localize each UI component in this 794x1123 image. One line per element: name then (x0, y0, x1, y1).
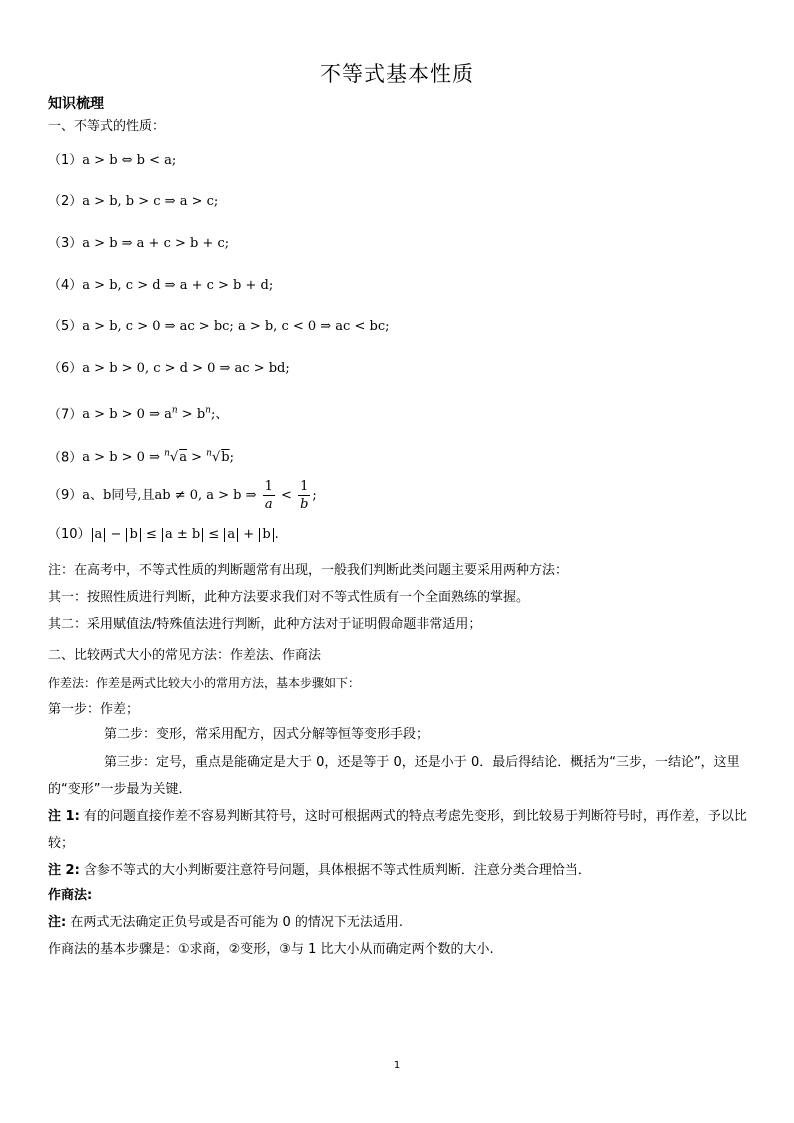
property-2: （2）a > b, b > c ⇒ a > c; (48, 194, 219, 209)
property-10: （10） a − b ≤ a ± b ≤ a + b . (48, 527, 279, 542)
diff-method-intro: 作差法：作差是两式比较大小的常用方法，基本步骤如下： (48, 676, 361, 690)
property-4: （4）a > b, c > d ⇒ a + c > b + d; (48, 278, 274, 293)
page-title: 不等式基本性质 (320, 62, 474, 86)
step-1: 第一步：作差； (48, 702, 140, 717)
property-9: （9）a、b同号,且ab ≠ 0, a > b ⇒ $\frac{1}{a}$ < $\frac{1}{b}$ ; (48, 479, 317, 512)
quotient-heading: 作商法: (48, 888, 93, 903)
property-6: （6）a > b > 0, c > d > 0 ⇒ ac > bd; (48, 361, 290, 376)
property-5: （5）a > b, c > 0 ⇒ ac > bc; a > b, c < 0 ⇒ ac < bc; (48, 319, 390, 334)
note-2: 注 2: 含参不等式的大小判断要注意符号问题，具体根据不等式性质判断．注意分类合理恰当． (48, 863, 591, 878)
page-number: 1 (393, 1060, 401, 1071)
method-1: 其一：按照性质进行判断，此种方法要求我们对不等式性质有一个全面熟练的掌握。 (48, 590, 530, 605)
property-3: （3）a > b ⇒ a + c > b + c; (48, 236, 230, 251)
note-3: 注: 在两式无法确定正负号或是否可能为 0 的情况下无法适用. (48, 915, 404, 930)
property-7: （7）a > b > 0 ⇒ $a^n > b^n$;、 (48, 406, 229, 423)
note-1: 注 1: 有的问题直接作差不容易判断其符号，这时可根据两式的特点考虑先变形，到比较易于判断符号时，再作差，予以比较； (48, 809, 747, 851)
quotient-steps: 作商法的基本步骤是：①求商，②变形，③与 1 比大小从而确定两个数的大小. (48, 942, 494, 957)
fraction-1-over-a: $\frac{1}{a}$ (264, 479, 273, 512)
step-3: 第三步：定号，重点是能确定是大于 0，还是等于 0，还是小于 0．最后得结论．概括为“三步，一结论”，这里的“变形”一步最为关键． (48, 755, 740, 797)
property-1: （1）a > b ⇔ b < a; (48, 153, 177, 168)
fraction-1-over-b: $\frac{1}{b}$ (300, 479, 309, 512)
property-8: （8）a > b > 0 ⇒ $^n$√a > $^n$√b; (48, 449, 234, 466)
method-2: 其二：采用赋值法/特殊值法进行判断，此种方法对于证明假命题非常适用； (48, 617, 482, 632)
section-heading: 知识梳理 (48, 96, 104, 112)
step-2: 第二步：变形，常采用配方，因式分解等恒等变形手段； (104, 727, 430, 742)
part2-heading: 二、比较两式大小的常见方法：作差法、作商法 (48, 648, 322, 663)
part1-heading: 一、不等式的性质： (48, 119, 166, 134)
note-main: 注：在高考中，不等式性质的判断题常有出现，一般我们判断此类问题主要采用两种方法： (48, 563, 569, 578)
